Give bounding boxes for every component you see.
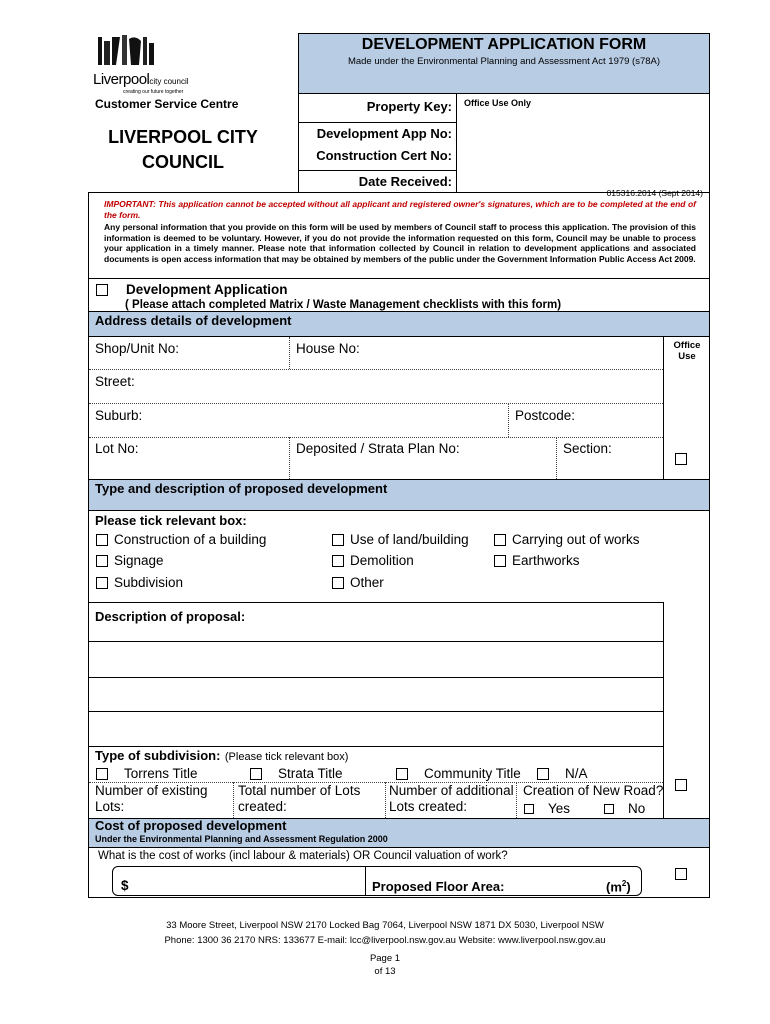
property-key-label: Property Key:	[366, 99, 452, 114]
new-road-label: Creation of New Road?	[523, 783, 664, 798]
additional-lots-field[interactable]: Number of additional Lots created:	[389, 783, 514, 814]
date-received-label: Date Received:	[358, 174, 452, 189]
signage-checkbox[interactable]	[96, 555, 108, 567]
suburb-field[interactable]: Suburb:	[95, 408, 143, 423]
development-application-checkbox[interactable]	[96, 284, 108, 296]
option-construction-building[interactable]: Construction of a building	[96, 532, 266, 547]
cost-dollar-label: $	[121, 878, 129, 893]
total-lots-field[interactable]: Total number of Lots created:	[238, 783, 361, 814]
form-subtitle: Made under the Environmental Planning and Assessment Act 1979 (s78A)	[347, 56, 661, 67]
page-number: Page 1	[369, 953, 401, 964]
community-title-checkbox[interactable]	[396, 768, 408, 780]
form-code: 015316.2014 (Sept 2014)	[606, 188, 703, 198]
logo-tagline: creating our future together	[123, 89, 184, 95]
option-strata-title[interactable]: Strata Title	[250, 766, 343, 781]
street-field[interactable]: Street:	[95, 374, 135, 389]
council-logo	[93, 33, 189, 95]
postcode-field[interactable]: Postcode:	[515, 408, 576, 423]
council-name: LIVERPOOL CITY COUNCIL	[108, 127, 258, 172]
option-earthworks[interactable]: Earthworks	[494, 553, 580, 568]
section-field[interactable]: Section:	[563, 441, 612, 456]
option-carrying-out-works[interactable]: Carrying out of works	[494, 532, 640, 547]
page-total: of 13	[374, 966, 396, 977]
description-line-2[interactable]	[89, 677, 663, 678]
new-road-no-checkbox[interactable]	[604, 804, 614, 814]
office-use-only-label: Office Use Only	[464, 98, 532, 108]
floor-area-label: Proposed Floor Area:	[372, 879, 505, 894]
carrying-out-works-checkbox[interactable]	[494, 534, 506, 546]
na-checkbox[interactable]	[537, 768, 549, 780]
type-section-header: Type and description of proposed development	[95, 481, 388, 496]
cost-subheader: Under the Environmental Planning and Assessment Regulation 2000	[95, 834, 388, 844]
option-other[interactable]: Other	[332, 575, 384, 590]
important-notice: IMPORTANT: This application cannot be accepted without all applicant and registered owner's signatures, which are to be completed at the end of the form.	[104, 199, 696, 220]
torrens-title-checkbox[interactable]	[96, 768, 108, 780]
cost-section-header: Cost of proposed development	[95, 818, 287, 833]
privacy-notice: Any personal information that you provide on this form will be used by members of Council staff to process this application. The provision of this information is deemed to be voluntary. However, if you do not provide the information requested on this form, Council may be unable to process your application in a timely manner. Please note that information collected by Council in relation to development applications and associated documents is open access information that may be obtained by members of the public under the Government Information Public Access Act 2009.	[104, 222, 696, 264]
cost-office-checkbox[interactable]	[675, 868, 687, 880]
option-community-title[interactable]: Community Title	[396, 766, 521, 781]
development-application-option[interactable]: Development Application	[96, 282, 288, 297]
cost-question: What is the cost of works (incl labour & materials) OR Council valuation of work?	[98, 850, 508, 862]
new-road-no-option[interactable]: No	[604, 801, 645, 816]
construction-building-checkbox[interactable]	[96, 534, 108, 546]
tick-relevant-label: Please tick relevant box:	[95, 513, 247, 528]
option-na[interactable]: N/A	[537, 766, 588, 781]
form-title: DEVELOPMENT APPLICATION FORM	[361, 36, 647, 53]
floor-area-unit: $(m^2)$	[606, 879, 631, 895]
demolition-checkbox[interactable]	[332, 555, 344, 567]
strata-title-checkbox[interactable]	[250, 768, 262, 780]
footer-address: 33 Moore Street, Liverpool NSW 2170 Locked Bag 7064, Liverpool NSW 1871 DX 5030, Liverpool NSW	[166, 920, 604, 931]
option-demolition[interactable]: Demolition	[332, 553, 414, 568]
customer-service-centre: Customer Service Centre	[95, 97, 239, 111]
subdivision-checkbox[interactable]	[96, 577, 108, 589]
description-line-1[interactable]	[89, 641, 663, 642]
description-line-3[interactable]	[89, 711, 663, 712]
new-road-yes-checkbox[interactable]	[524, 804, 534, 814]
deposited-plan-field[interactable]: Deposited / Strata Plan No:	[296, 441, 460, 456]
new-road-yes-option[interactable]: Yes	[524, 801, 570, 816]
dev-application-note: ( Please attach completed Matrix / Waste Management checklists with this form)	[125, 299, 562, 311]
existing-lots-field[interactable]: Number of existing Lots:	[95, 783, 208, 814]
option-use-of-land[interactable]: Use of land/building	[332, 532, 469, 547]
lot-no-field[interactable]: Lot No:	[95, 441, 139, 456]
earthworks-checkbox[interactable]	[494, 555, 506, 567]
logo-name: Liverpoolcity council	[93, 71, 189, 88]
description-label: Description of proposal:	[95, 609, 246, 624]
option-subdivision[interactable]: Subdivision	[96, 575, 183, 590]
footer-contacts: Phone: 1300 36 2170 NRS: 133677 E-mail: lcc@liverpool.nsw.gov.au Website: www.liverpool.nsw.gov.au	[164, 935, 606, 946]
other-checkbox[interactable]	[332, 577, 344, 589]
option-signage[interactable]: Signage	[96, 553, 164, 568]
shop-unit-field[interactable]: Shop/Unit No:	[95, 341, 180, 356]
council-emblem-icon	[95, 33, 157, 69]
construction-cert-no-label: Construction Cert No:	[316, 148, 452, 163]
office-use-label: Office Use	[673, 340, 701, 362]
house-no-field[interactable]: House No:	[296, 341, 360, 356]
option-torrens-title[interactable]: Torrens Title	[96, 766, 198, 781]
address-section-header: Address details of development	[95, 313, 292, 328]
subdivision-office-checkbox[interactable]	[675, 779, 687, 791]
address-office-checkbox[interactable]	[675, 453, 687, 465]
use-of-land-checkbox[interactable]	[332, 534, 344, 546]
subdivision-type-label: Type of subdivision: (Please tick relevant box)	[95, 748, 349, 763]
dev-app-no-label: Development App No:	[316, 126, 452, 141]
